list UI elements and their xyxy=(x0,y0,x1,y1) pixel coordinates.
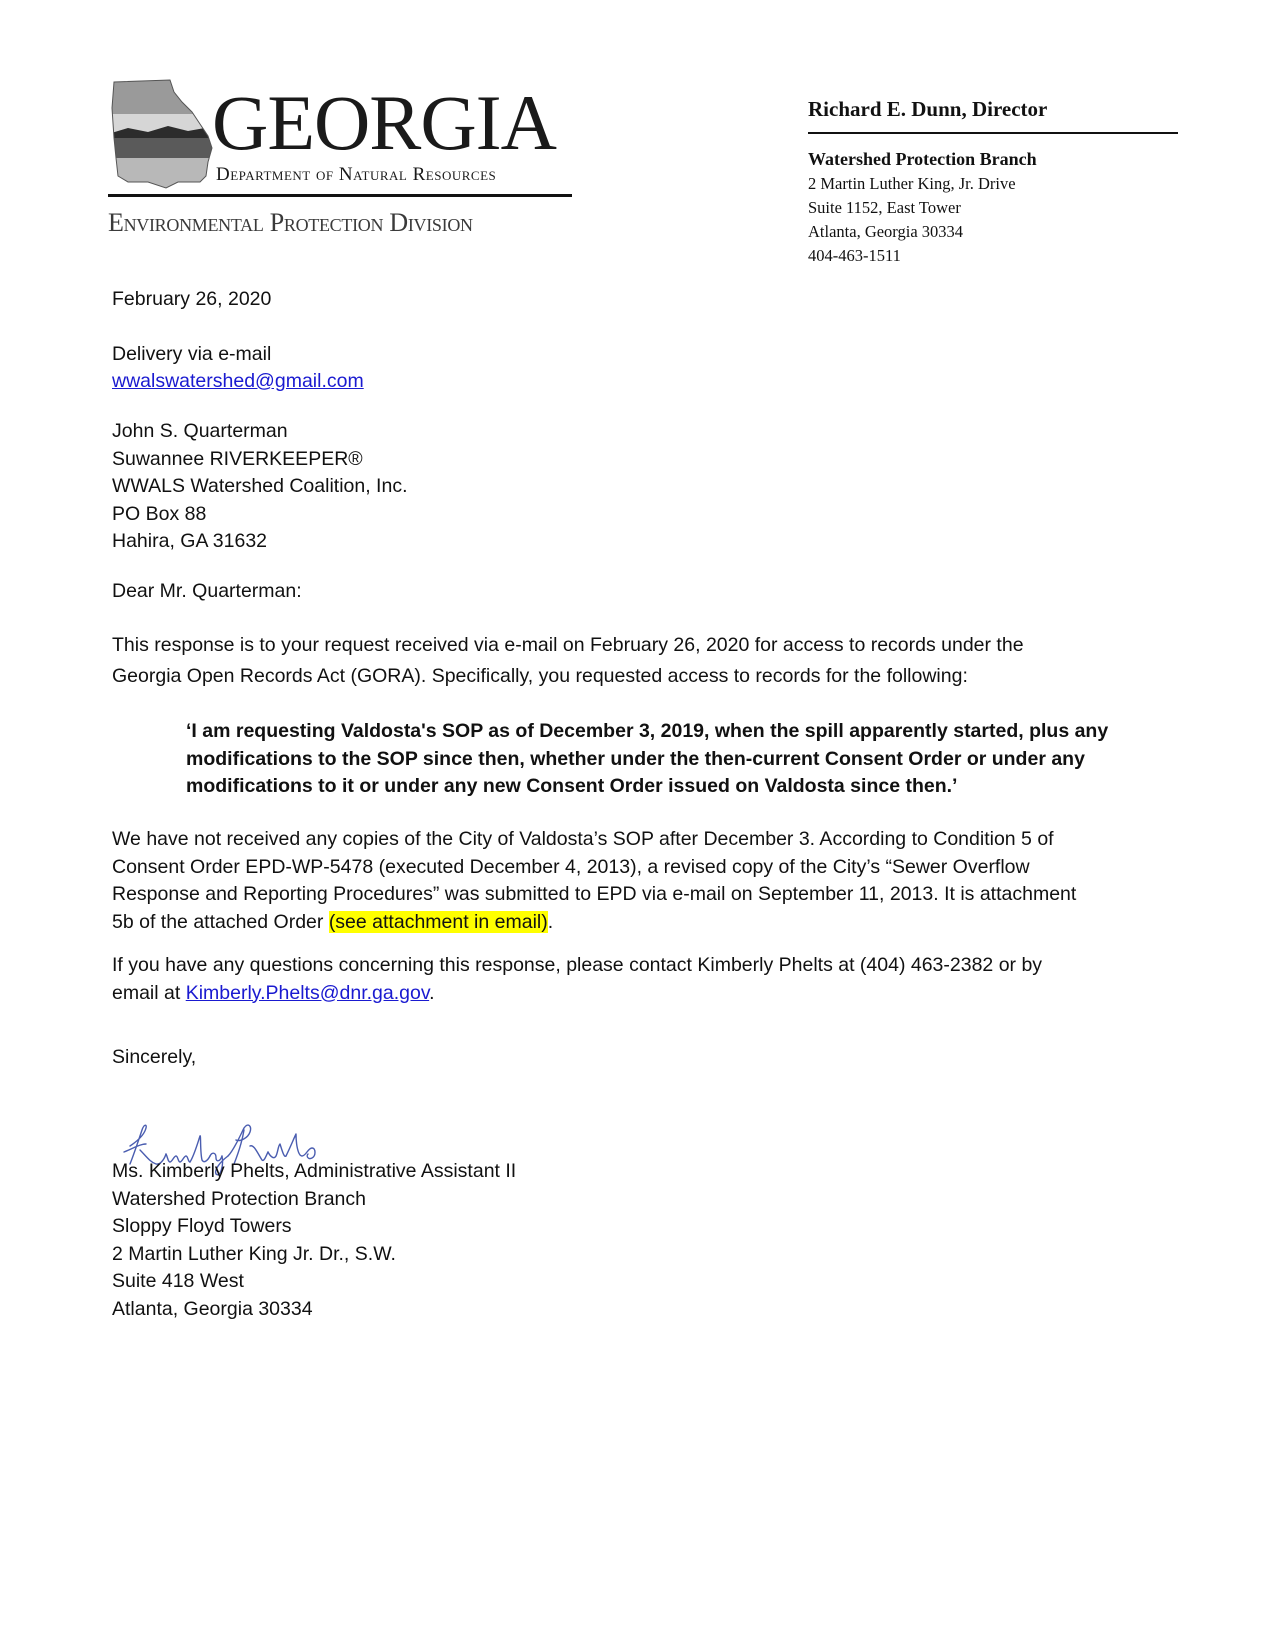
delivery-email-line xyxy=(112,368,364,396)
paragraph-line: Georgia Open Records Act (GORA). Specifically, you requested access to records for the following: xyxy=(112,665,968,687)
delivery-method: Delivery via e-mail xyxy=(112,343,272,365)
signer-line: Suite 418 West xyxy=(112,1270,244,1292)
delivery-email-link[interactable]: wwalswatershed@gmail.com xyxy=(112,370,364,392)
paragraph-line xyxy=(112,980,1042,1008)
branch-phone: 404-463-1511 xyxy=(808,245,901,265)
request-quote xyxy=(186,718,1146,801)
signer-line: 2 Martin Luther King Jr. Dr., S.W. xyxy=(112,1242,396,1265)
signer-block xyxy=(112,1158,516,1323)
paragraph-text: 5b of the attached Order xyxy=(112,910,329,933)
salutation: Dear Mr. Quarterman: xyxy=(112,580,302,602)
quote-line: modifications to the SOP since then, whether under the then-current Consent Order or under any xyxy=(186,747,1085,770)
attachment-highlight: (see attachment in email) xyxy=(328,910,548,933)
signer-line: Sloppy Floyd Towers xyxy=(112,1215,292,1237)
paragraph-line: We have not received any copies of the City of Valdosta’s SOP after December 3. According to Condition 5 of xyxy=(112,828,1054,850)
letter-date: February 26, 2020 xyxy=(112,288,272,310)
division-name: Environmental Protection Division xyxy=(108,208,473,237)
signer-line: Watershed Protection Branch xyxy=(112,1187,366,1210)
paragraph-line: Consent Order EPD-WP-5478 (executed December 4, 2013), a revised copy of the City’s “Sewer Overflow xyxy=(112,855,1030,878)
recipient-line: John S. Quarterman xyxy=(112,420,288,442)
paragraph-line: Response and Reporting Procedures” was submitted to EPD via e-mail on September 11, 2013. It is attachment xyxy=(112,883,1077,905)
epd-logo xyxy=(108,78,578,248)
director-block xyxy=(808,96,1178,268)
contact-paragraph xyxy=(112,952,1042,1007)
signer-line: Ms. Kimberly Phelts, Administrative Assistant II xyxy=(112,1160,517,1182)
recipient-line: PO Box 88 xyxy=(112,502,207,525)
paragraph-line xyxy=(112,909,1076,937)
branch-address-line: Suite 1152, East Tower xyxy=(808,197,961,217)
branch-address-line: Atlanta, Georgia 30334 xyxy=(808,221,964,241)
director-divider xyxy=(808,132,1178,134)
paragraph-line: This response is to your request received via e-mail on February 26, 2020 for access to records under the xyxy=(112,634,1024,656)
branch-name: Watershed Protection Branch xyxy=(808,149,1037,170)
quote-line: modifications to it or under any new Consent Order issued on Valdosta since then.’ xyxy=(186,775,958,797)
paragraph-text: email at xyxy=(112,981,186,1004)
contact-email-link[interactable]: Kimberly.Phelts@dnr.ga.gov xyxy=(185,981,430,1004)
logo-divider xyxy=(108,194,572,197)
georgia-map-icon xyxy=(108,78,216,190)
branch-address-line: 2 Martin Luther King, Jr. Drive xyxy=(808,173,1016,193)
recipient-address xyxy=(112,418,408,556)
recipient-line: WWALS Watershed Coalition, Inc. xyxy=(112,475,408,497)
paragraph-line: If you have any questions concerning this response, please contact Kimberly Phelts at (404) 463-2382 or by xyxy=(112,954,1043,976)
org-name: GEORGIA xyxy=(212,79,556,166)
paragraph-text: . xyxy=(429,981,435,1004)
signer-line: Atlanta, Georgia 30334 xyxy=(112,1297,313,1320)
department-name: Department of Natural Resources xyxy=(216,164,497,185)
quote-line: ‘I am requesting Valdosta's SOP as of December 3, 2019, when the spill apparently started, plus any xyxy=(186,720,1109,742)
recipient-line: Suwannee RIVERKEEPER® xyxy=(112,447,363,470)
director-name: Richard E. Dunn, Director xyxy=(808,97,1048,121)
closing: Sincerely, xyxy=(112,1046,197,1068)
response-paragraph xyxy=(112,826,1076,936)
recipient-line: Hahira, GA 31632 xyxy=(112,530,268,552)
paragraph-text: . xyxy=(547,910,554,933)
